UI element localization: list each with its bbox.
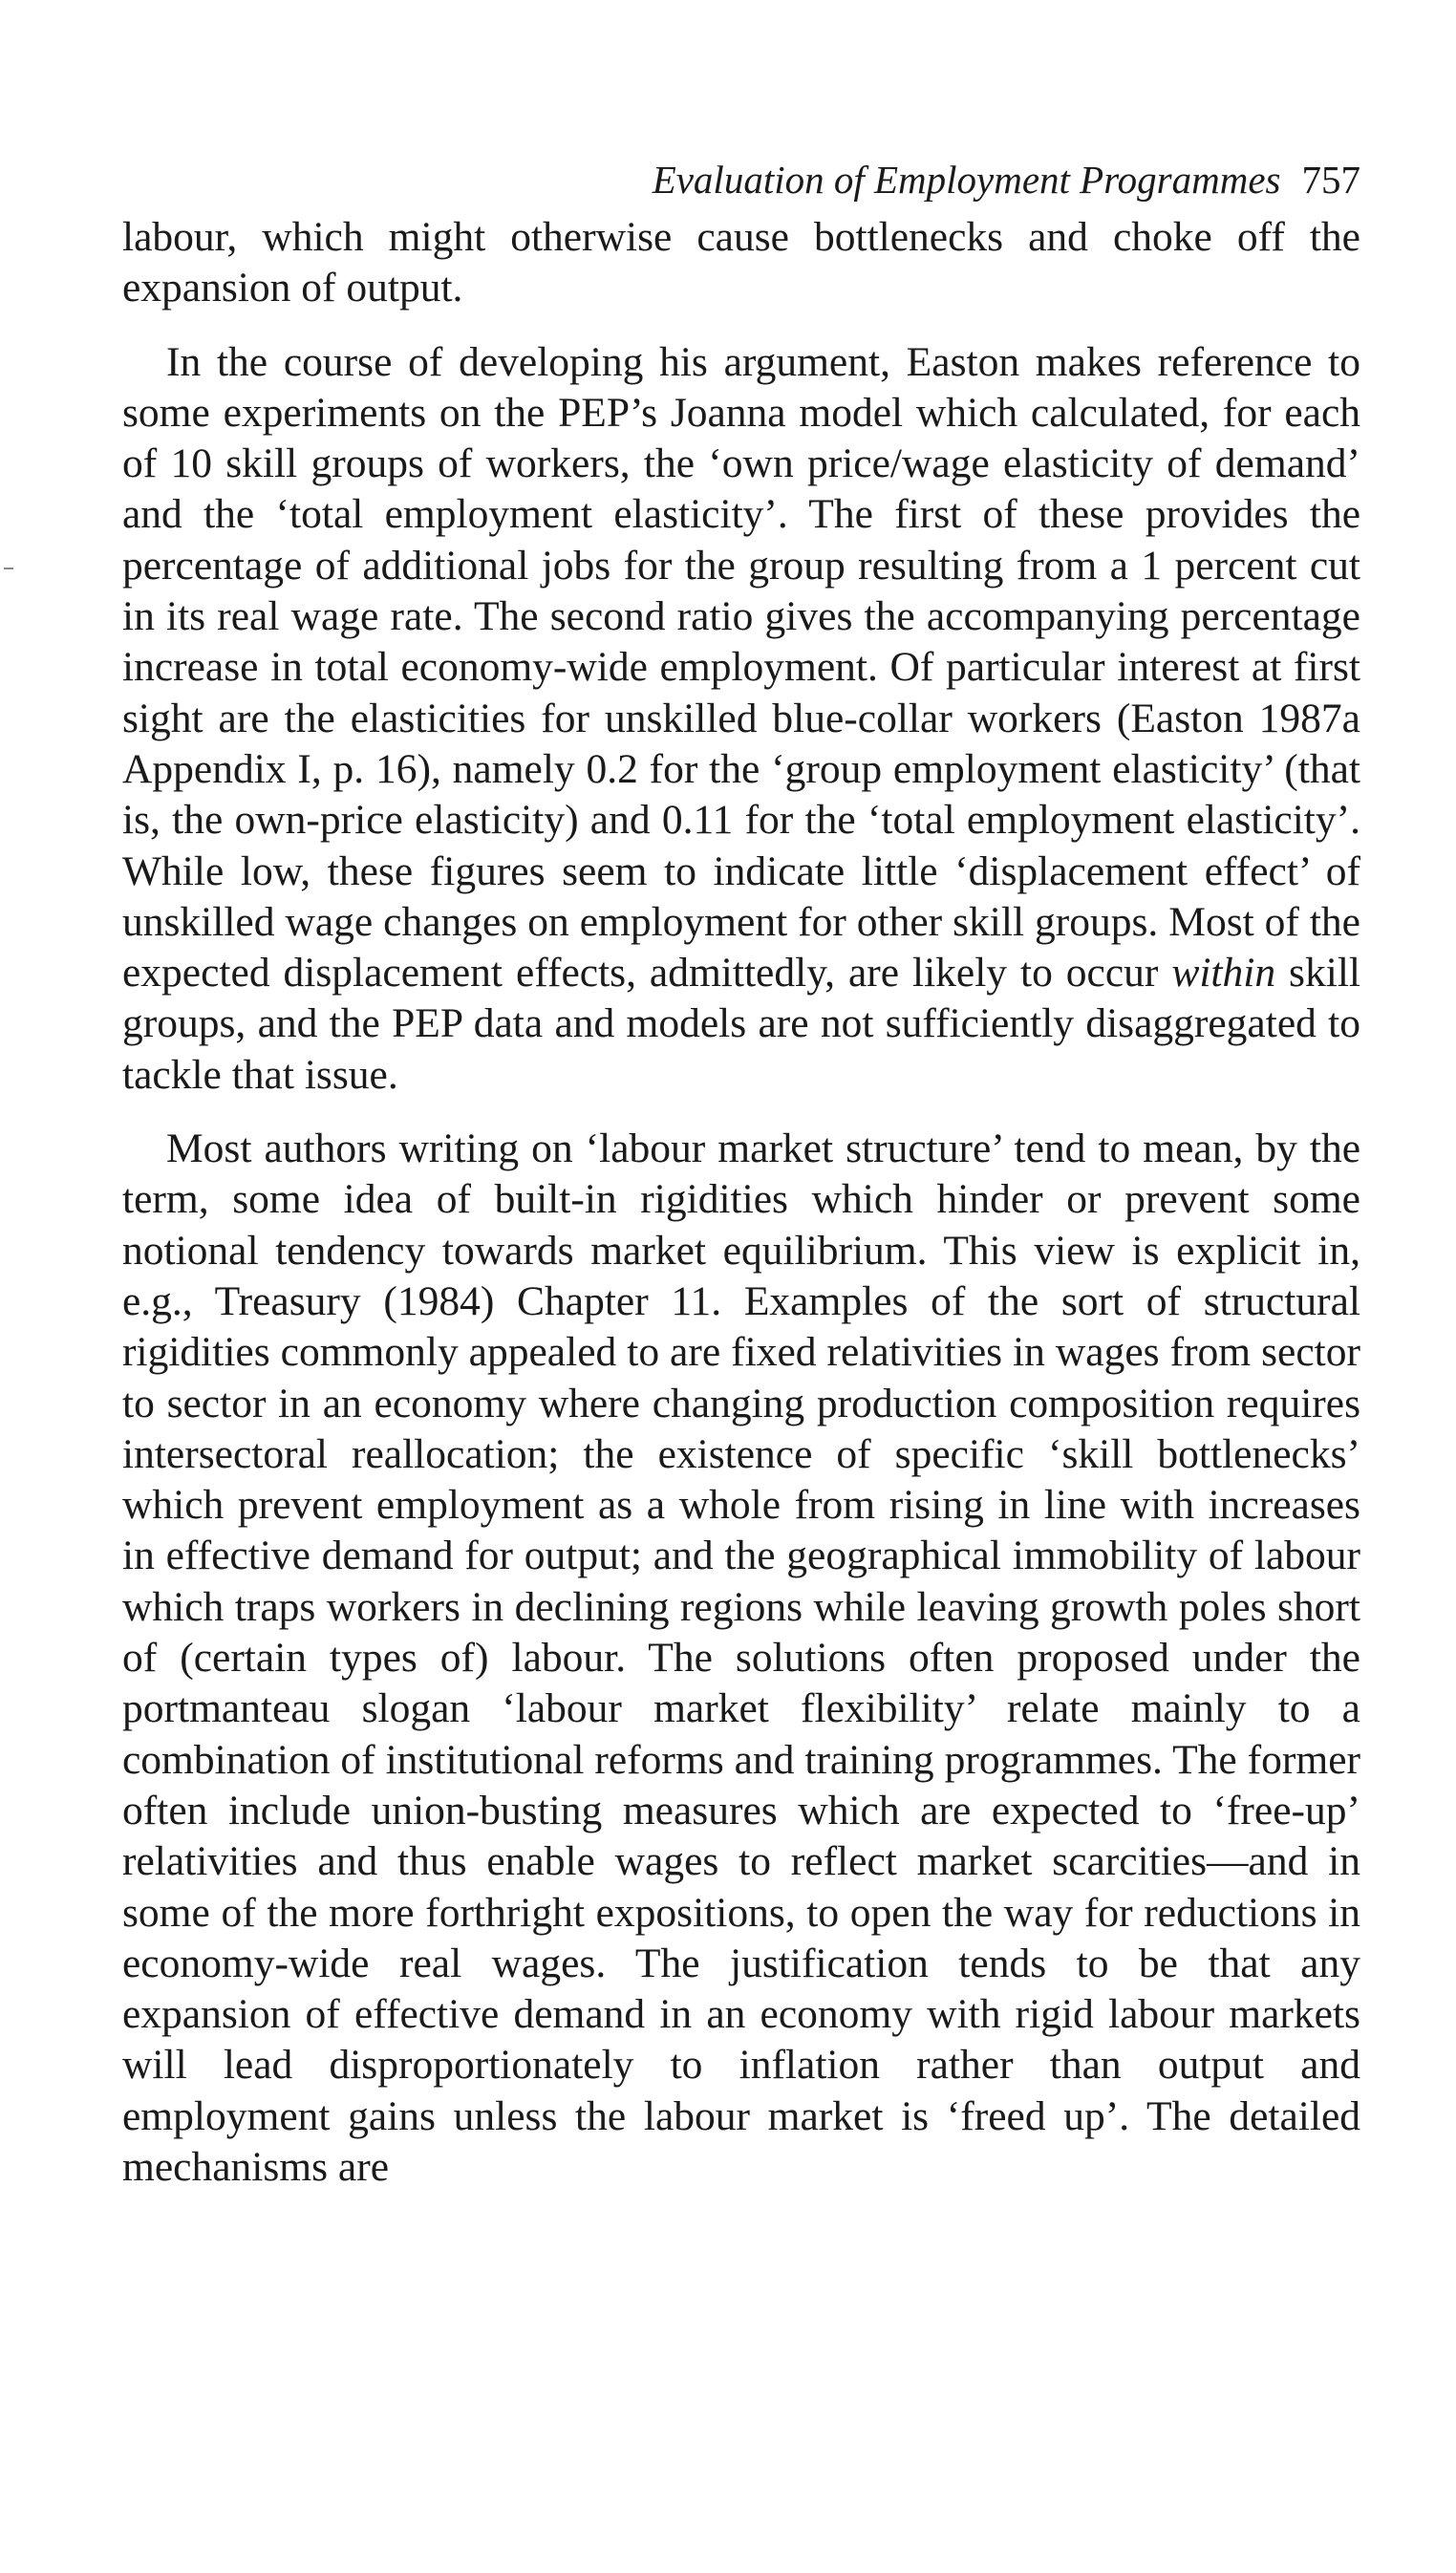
book-page — [122, 153, 1360, 2193]
paragraph-text: Most authors writing on ‘labour market structure’ tend to mean, by the term, some idea of built-in rigidities which hinder or prevent some notional tendency towards market equilibrium. This view is explicit in, e.g., Treasury (1984) Chapter 11. Examples of the sort of structural rigidities commonly appealed to are fixed relativities in wages from sector to sector in an economy where changing production composition requires intersectoral reallocation; the existence of specific ‘skill bottlenecks’ which prevent employment as a whole from rising in line with increases in effective demand for output; and the geographical immobility of labour which traps workers in declining regions while leaving growth poles short of (certain types of) labour. The solutions often proposed under the portmanteau slogan ‘labour market flexibility’ relate mainly to a combination of institutional reforms and training programmes. The former often include union-busting measures which are expected to ‘free-up’ relativities and thus enable wages to reflect market scarcities—and in some of the more forthright expositions, to open the way for reductions in economy-wide real wages. The justification tends to be that any expansion of effective demand in an economy with rigid labour markets will lead disproportionately to inflation rather than output and employment gains unless the labour market is ‘freed up’. The detailed mechanisms are — [122, 1126, 1360, 2190]
paragraph-text: labour, which might otherwise cause bottlenecks and choke off the expansion of output. — [122, 214, 1360, 311]
paragraph-text-after: skill groups, and the PEP data and models are not sufficiently disaggregated to tackle that issue. — [122, 950, 1360, 1098]
running-head — [122, 153, 1360, 206]
body-text — [122, 212, 1360, 2193]
margin-mark — [4, 568, 13, 569]
paragraph-text: In the course of developing his argument, Easton makes reference to some experiments on the PEP’s Joanna model which calculated, for each of 10 skill groups of workers, the ‘own price/wage elasticity of demand’ and the ‘total employment elasticity’. The first of these provides the percentage of additional jobs for the group resulting from a 1 percent cut in its real wage rate. The second ratio gives the accompanying percentage increase in total economy-wide employment. Of particular interest at first sight are the elasticities for unskilled blue-collar workers (Easton 1987a Appendix I, p. 16), namely 0.2 for the ‘group employment elasticity’ (that is, the own-price elasticity) and 0.11 for the ‘total employment elasticity’. While low, these figures seem to indicate little ‘displacement effect’ of unskilled wage changes on employment for other skill groups. Most of the expected displacement effects, admittedly, are likely to occur — [122, 338, 1360, 997]
paragraph-continuation — [122, 212, 1360, 314]
running-head-title: Evaluation of Employment Programmes — [652, 158, 1281, 202]
page-number: 757 — [1301, 158, 1360, 202]
emphasis-within: within — [1171, 950, 1276, 997]
paragraph-labour-market-structure — [122, 1124, 1360, 2193]
paragraph-easton-elasticities — [122, 337, 1360, 1101]
